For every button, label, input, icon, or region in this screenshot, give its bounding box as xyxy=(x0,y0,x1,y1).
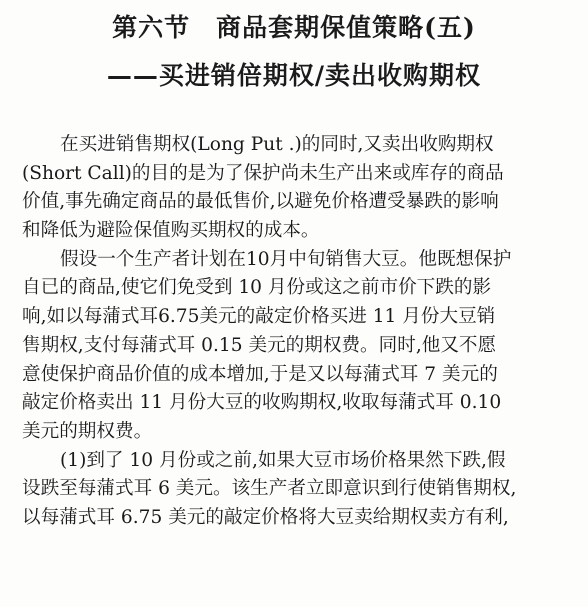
paragraph-2-line-3: 响,如以每蒲式耳6.75美元的敲定价格买进 11 月份大豆销 xyxy=(22,306,496,328)
paragraph-1-line-3: 价值,事先确定商品的最低售价,以避免价格遭受暴跌的影响 xyxy=(22,191,499,213)
paragraph-2-line-4: 售期权,支付每蒲式耳 0.15 美元的期权费。同时,他又不愿 xyxy=(22,334,497,356)
section-title: 第六节 商品套期保值策略(五) xyxy=(112,13,476,42)
paragraph-2-line-1: 假设一个生产者计划在10月中旬销售大豆。他既想保护 xyxy=(60,248,512,270)
paragraph-1-line-2: (Short Call)的目的是为了保护尚未生产出来或库存的商品 xyxy=(22,162,504,184)
paragraph-3-line-2: 设跌至每蒲式耳 6 美元。该生产者立即意识到行使销售期权, xyxy=(22,478,517,500)
paragraph-1-line-1: 在买进销售期权(Long Put .)的同时,又卖出收购期权 xyxy=(60,134,494,155)
paragraph-3-line-1: (1)到了 10 月份或之前,如果大豆市场价格果然下跌,假 xyxy=(60,449,506,471)
paragraph-2-line-2: 自已的商品,使它们免受到 10 月份或这之前市价下跌的影 xyxy=(22,277,492,299)
paragraph-1-line-4: 和降低为避险保值购买期权的成本。 xyxy=(22,220,320,242)
paragraph-2-line-6: 敲定价格卖出 11 月份大豆的收购期权,收取每蒲式耳 0.10 xyxy=(22,392,502,414)
paragraph-2-line-5: 意使保护商品价值的成本增加,于是又以每蒲式耳 7 美元的 xyxy=(22,363,498,385)
paragraph-2-line-7: 美元的期权费。 xyxy=(22,420,153,442)
body-text xyxy=(22,131,572,533)
paragraph-3-line-3: 以每蒲式耳 6.75 美元的敲定价格将大豆卖给期权卖方有利, xyxy=(22,506,509,528)
section-subtitle: ——买进销倍期权/卖出收购期权 xyxy=(106,61,482,90)
